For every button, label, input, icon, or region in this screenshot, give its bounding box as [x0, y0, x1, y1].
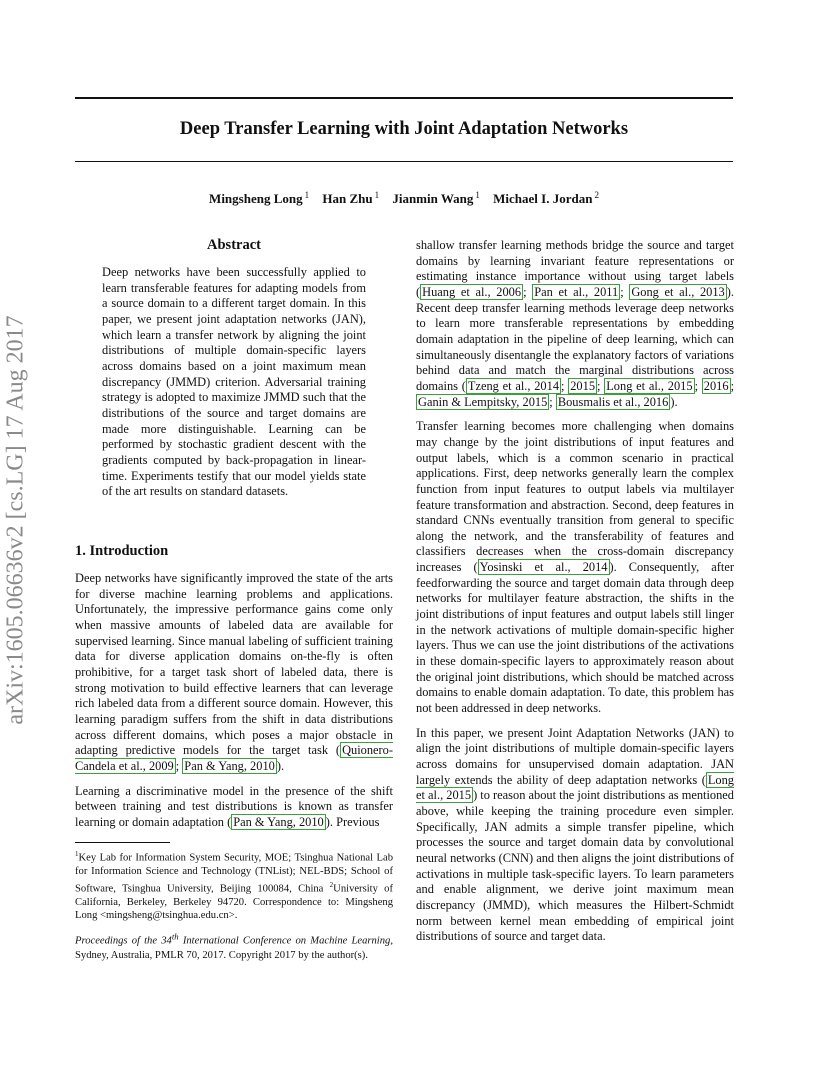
citation-link[interactable]: Quionero-Candela et al., 2009 — [75, 743, 393, 773]
author: Mingsheng Long $^1$ — [209, 190, 310, 207]
paragraph: In this paper, we present Joint Adaptation Networks (JAN) to align the joint distributions of multiple domain-specific layers across domains for unsupervised domain adaptation. JAN largely extends the ability of deep adaptation networks ( Long et al., 2015 ) to reason about the joint distributions as mentioned above, while keeping the training procedure even simpler. Specifically, JAN admits a simple transfer pipeline, which processes the source and target domain data by convolutional neural networks (CNN) and then aligns the joint distributions of activations in multiple task-specific layers. To learn parameters and enable alignment, we derive joint maximum mean discrepancy (JMMD), which measures the Hilbert-Schmidt norm between kernel mean embedding of empirical joint distributions of source and target data. — [416, 725, 734, 944]
author: Han Zhu $^1$ — [322, 190, 380, 207]
citation-link[interactable]: Gong et al., 2013 — [631, 284, 725, 299]
paragraph: Deep networks have significantly improved the state of the arts for diverse machine learning problems and applications. Unfortunately, the impressive performance gains come only when massive amounts of labeled data are available for supervised learning. Since manual labeling of sufficient training data for diverse application domains on-the-fly is often prohibitive, for a target task short of labeled data, there is strong motivation to build effective learners that can leverage rich labeled data from a different source domain. However, this learning paradigm suffers from the shift in data distributions across different domains, which poses a major obstacle in adapting predictive models for the target task ( Quionero-Candela et al., 2009 ; Pan & Yang, 2010 ). — [75, 571, 393, 773]
affiliation-footnote: $^1$Key Lab for Information System Security, MOE; Tsinghua National Lab for Information Science and Technology (TNList); NEL-BDS; School of Software, Tsinghua University, Beijing 100084, China $^2$University of California, Berkeley, Berkeley 94720. Correspondence to: Mingsheng Long <mingsheng@tsinghua.edu.cn>. — [75, 850, 393, 922]
citation-link[interactable]: Ganin & Lempitsky, 2015 — [418, 394, 548, 409]
citation-link[interactable]: Yosinski et al., 2014 — [479, 560, 608, 575]
author: Jianmin Wang $^1$ — [392, 190, 480, 207]
citation-link[interactable]: Long et al., 2015 — [606, 378, 693, 393]
citation-link[interactable]: Huang et al., 2006 — [422, 284, 522, 299]
paragraph: Transfer learning becomes more challenging when domains may change by the joint distributions of input features and output labels, which is a common scenario in practical applications. First, deep networks generally learn the complex function from input features to output labels via multilayer feature transformation and abstraction. Second, deep features in standard CNNs eventually transition from general to specific along the network, and the transferability of features and classifiers decreases when the cross-domain discrepancy increases ( Yosinski et al., 2014 ). Consequently, after feedforwarding the source and target domain data through deep networks for multilayer feature abstraction, the shifts in the joint distributions of input features and output labels still linger in the network activations of multiple domain-specific higher layers. Thus we can use the joint distributions of the activations in these domain-specific layers to approximately reason about the original joint distributions, which should be matched across domains to enable domain adaptation. To date, this problem has not been addressed in deep networks. — [416, 419, 734, 716]
abstract-text: Deep networks have been successfully applied to learn transferable features for adapting models from a source domain to a different target domain. In this paper, we present joint adaptation networks (JAN), which learn a transfer network by aligning the joint distributions of multiple domain-specific layers across domains based on a joint maximum mean discrepancy (JMMD) criterion. Adversarial training strategy is adopted to maximize JMMD such that the distributions of the source and target domains are made more distinguishable. Learning can be performed by stochastic gradient descent with the gradients computed by back-propagation in linear-time. Experiments testify that our model yields state of the art results on standard datasets. — [102, 265, 366, 499]
title-rule-bottom — [75, 161, 733, 162]
author-list — [75, 190, 733, 207]
citation-link[interactable]: 2015 — [570, 378, 596, 393]
citation-link[interactable]: Bousmalis et al., 2016 — [557, 394, 669, 409]
citation-link[interactable]: Long et al., 2015 — [416, 772, 734, 803]
right-column — [416, 238, 734, 954]
introduction-left-column — [75, 571, 393, 840]
abstract-heading: Abstract — [207, 237, 261, 253]
paragraph: shallow transfer learning methods bridge the source and target domains by learning invariant feature representations or estimating instance importance without using target labels ( Huang et al., 2006 ; Pan et al., 2011 ; Gong et al., 2013 ). Recent deep transfer learning methods leverage deep networks to learn more transferable representations by embedding domain adaptation in the pipeline of deep learning, which can simultaneously disentangle the explanatory factors of variations behind data and match the marginal distributions across domains ( Tzeng et al., 2014 ; 2015 ; Long et al., 2015 ; 2016 ; Ganin & Lempitsky, 2015 ; Bousmalis et al., 2016 ). — [416, 238, 735, 409]
author: Michael I. Jordan $^2$ — [493, 190, 599, 207]
citation-link[interactable]: Pan & Yang, 2010 — [233, 814, 324, 829]
citation-link[interactable]: Pan & Yang, 2010 — [184, 758, 275, 773]
paragraph: Learning a discriminative model in the presence of the shift between training and test distributions is known as transfer learning or domain adaptation ( Pan & Yang, 2010 ). Previous — [75, 783, 393, 829]
footnote-rule — [75, 842, 170, 843]
proceedings-note: Proceedings of the 34th International Conference on Machine Learning, Sydney, Australia, PMLR 70, 2017. Copyright 2017 by the author(s). — [75, 931, 393, 961]
citation-link[interactable]: Tzeng et al., 2014 — [467, 378, 560, 393]
section-heading-introduction: 1. Introduction — [75, 543, 169, 559]
paper-title: Deep Transfer Learning with Joint Adaptation Networks — [179, 119, 629, 139]
citation-link[interactable]: 2016 — [703, 378, 729, 393]
citation-link[interactable]: Pan et al., 2011 — [534, 284, 619, 299]
title-rule-top — [75, 97, 733, 99]
